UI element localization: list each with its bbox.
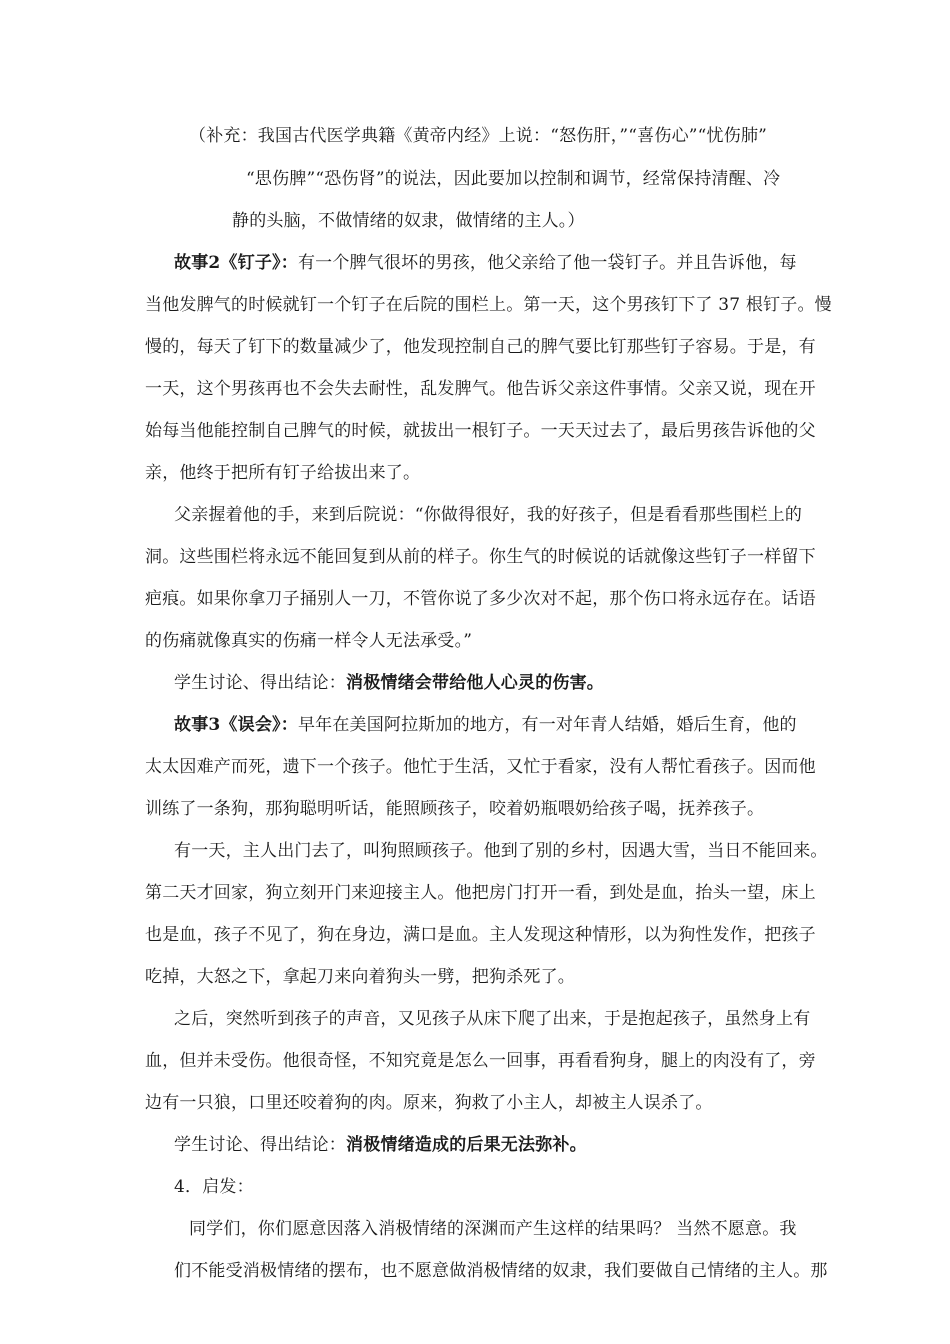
story2-line-1: 有一个脾气很坏的男孩，他父亲给了他一袋钉子。并且告诉他，每: [297, 253, 797, 273]
story3-p3-line-3: 边有一只狼，口里还咬着狗的肉。原来，狗救了小主人，却被主人误杀了。: [145, 1093, 713, 1113]
section4-line-2: 们不能受消极情绪的摆布，也不愿意做消极情绪的奴隶，我们要做自己情绪的主人。那: [174, 1261, 828, 1281]
story3-first-line: [174, 715, 797, 735]
story2-p2-line-4: 的伤痛就像真实的伤痛一样令人无法承受。”: [145, 631, 473, 651]
story3-title: 故事3《误会》：: [174, 715, 298, 735]
story3-p2-line-1: 有一天，主人出门去了，叫狗照顾孩子。他到了别的乡村，因遇大雪，当日不能回来。: [174, 841, 828, 861]
story3-line-1: 早年在美国阿拉斯加的地方，有一对年青人结婚，婚后生育，他的: [297, 715, 797, 735]
story2-p2-line-1: 父亲握着他的手，来到后院说：“你做得很好，我的好孩子，但是看看那些围栏上的: [174, 505, 803, 525]
story3-p2-line-4: 吃掉，大怒之下，拿起刀来向着狗头一劈，把狗杀死了。: [145, 967, 575, 987]
story2-conclusion: 消极情绪会带给他人心灵的伤害。: [346, 673, 604, 693]
story2-discussion: [174, 673, 604, 693]
story2-line-4: 一天，这个男孩再也不会失去耐性，乱发脾气。他告诉父亲这件事情。父亲又说，现在开: [145, 379, 816, 399]
story3-conclusion: 消极情绪造成的后果无法弥补。: [346, 1135, 587, 1155]
story2-p2-line-2: 洞。这些围栏将永远不能回复到从前的样子。你生气的时候说的话就像这些钉子一样留下: [145, 547, 816, 567]
section4-heading: 4．启发：: [174, 1177, 254, 1197]
note-line-1: （补充：我国古代医学典籍《黄帝内经》上说：“怒伤肝，”“喜伤心”“忧伤肺”: [189, 126, 768, 146]
story3-p2-line-3: 也是血，孩子不见了，狗在身边，满口是血。主人发现这种情形，以为狗性发作，把孩子: [145, 925, 816, 945]
story2-first-line: [174, 253, 797, 273]
story2-discussion-prefix: 学生讨论、得出结论：: [174, 673, 346, 693]
story3-line-3: 训练了一条狗，那狗聪明听话，能照顾孩子，咬着奶瓶喂奶给孩子喝，抚养孩子。: [145, 799, 765, 819]
story2-title: 故事2《钉子》：: [174, 253, 298, 273]
story2-line-6: 亲，他终于把所有钉子给拔出来了。: [145, 463, 421, 483]
story2-line-2: 当他发脾气的时候就钉一个钉子在后院的围栏上。第一天，这个男孩钉下了 37 根钉子。慢: [145, 295, 832, 315]
story3-p3-line-1: 之后，突然听到孩子的声音，又见孩子从床下爬了出来，于是抱起孩子，虽然身上有: [174, 1009, 811, 1029]
story3-p3-line-2: 血，但并未受伤。他很奇怪，不知究竟是怎么一回事，再看看狗身，腿上的肉没有了，旁: [145, 1051, 816, 1071]
note-line-2: “思伤脾”“恐伤肾”的说法，因此要加以控制和调节，经常保持清醒、冷: [246, 169, 781, 189]
story3-line-2: 太太因难产而死，遗下一个孩子。他忙于生活，又忙于看家，没有人帮忙看孩子。因而他: [145, 757, 816, 777]
story3-p2-line-2: 第二天才回家，狗立刻开门来迎接主人。他把房门打开一看，到处是血，抬头一望，床上: [145, 883, 816, 903]
story2-line-3: 慢的，每天了钉下的数量减少了，他发现控制自己的脾气要比钉那些钉子容易。于是，有: [145, 337, 816, 357]
story2-line-5: 始每当他能控制自己脾气的时候，就拔出一根钉子。一天天过去了，最后男孩告诉他的父: [145, 421, 816, 441]
story3-discussion-prefix: 学生讨论、得出结论：: [174, 1135, 346, 1155]
story2-p2-line-3: 疤痕。如果你拿刀子捅别人一刀，不管你说了多少次对不起，那个伤口将永远存在。话语: [145, 589, 816, 609]
note-line-3: 静的头脑，不做情绪的奴隶，做情绪的主人。）: [232, 211, 585, 231]
section4-line-1: 同学们，你们愿意因落入消极情绪的深渊而产生这样的结果吗？ 当然不愿意。我: [189, 1219, 797, 1239]
story3-discussion: [174, 1135, 587, 1155]
